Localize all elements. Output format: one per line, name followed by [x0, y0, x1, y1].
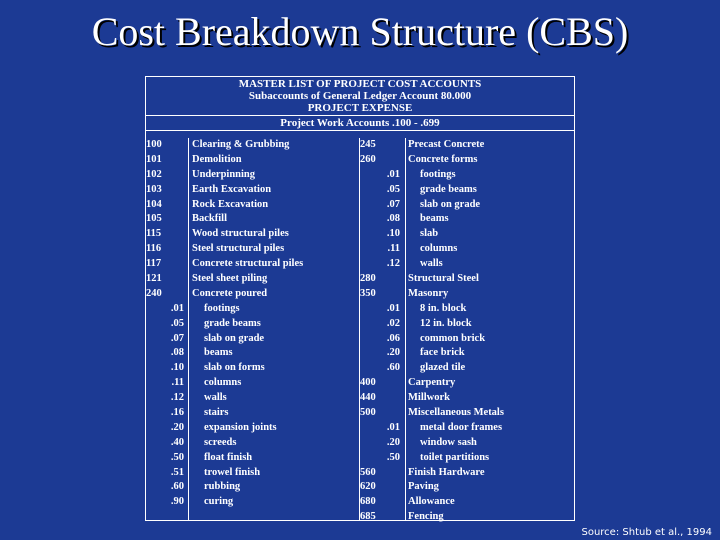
account-code: 100: [146, 139, 162, 150]
account-description: Steel structural piles: [192, 243, 285, 255]
account-code: .07: [170, 332, 184, 344]
account-description: stairs: [204, 407, 229, 419]
account-description: slab on grade: [420, 198, 481, 210]
account-code: .20: [170, 421, 184, 433]
account-code: .05: [170, 317, 184, 329]
account-code: 102: [146, 168, 162, 180]
account-description: columns: [204, 377, 242, 389]
account-description: Fencing: [408, 511, 444, 523]
account-code: 500: [360, 407, 376, 419]
account-description: Concrete poured: [192, 287, 268, 299]
account-code: 116: [146, 243, 162, 255]
account-code: 440: [360, 392, 376, 404]
account-code: 350: [360, 287, 376, 299]
account-code: 101: [146, 153, 162, 165]
account-description: float finish: [204, 451, 253, 463]
account-description: Clearing & Grubbing: [192, 139, 290, 150]
account-description: Wood structural piles: [192, 228, 289, 240]
account-code: 117: [146, 258, 162, 270]
account-description: walls: [420, 258, 443, 270]
account-description: columns: [420, 243, 458, 255]
account-description: Backfill: [192, 213, 228, 225]
account-code: .01: [386, 421, 400, 433]
account-description: slab on forms: [204, 362, 265, 374]
account-code: .08: [386, 213, 400, 225]
account-code: .01: [386, 302, 400, 314]
account-description: beams: [420, 213, 449, 225]
account-description: 8 in. block: [420, 302, 467, 314]
slide-title: Cost Breakdown Structure (CBS): [91, 9, 629, 54]
account-description: Precast Concrete: [408, 139, 485, 150]
account-code: 560: [360, 466, 376, 478]
table-header: [146, 77, 574, 116]
account-code: 105: [146, 213, 162, 225]
account-code: .10: [170, 362, 184, 374]
account-description: Steel sheet piling: [192, 273, 268, 285]
account-code: 620: [360, 481, 376, 493]
account-code: .50: [386, 451, 400, 463]
account-description: Demolition: [192, 153, 242, 165]
column-divider: [405, 138, 406, 520]
account-code: 680: [360, 496, 376, 508]
account-description: Allowance: [408, 496, 455, 508]
account-code: .90: [170, 496, 184, 508]
account-code: 685: [360, 511, 376, 523]
account-code: .20: [386, 347, 400, 359]
cost-accounts-table: [145, 76, 575, 521]
account-code: .12: [386, 258, 400, 270]
account-code: .02: [386, 317, 400, 329]
account-code: .06: [386, 332, 400, 344]
account-code: 103: [146, 183, 162, 195]
header-line-3: PROJECT EXPENSE: [307, 102, 413, 114]
account-code: 280: [360, 273, 376, 285]
account-description: Rock Excavation: [192, 198, 269, 210]
account-code: 104: [146, 198, 162, 210]
account-code: .11: [387, 243, 400, 255]
account-description: 12 in. block: [420, 317, 472, 329]
account-description: Underpinning: [192, 168, 256, 180]
account-description: trowel finish: [204, 466, 261, 478]
account-code: .11: [171, 377, 184, 389]
account-description: Structural Steel: [408, 273, 479, 285]
account-description: Concrete forms: [408, 153, 478, 165]
table-subheader: Project Work Accounts .100 - .699: [146, 116, 574, 131]
account-description: rubbing: [204, 481, 241, 493]
table-body: [146, 138, 574, 523]
account-description: Finish Hardware: [408, 466, 485, 478]
account-description: Concrete structural piles: [192, 258, 304, 270]
account-code: .05: [386, 183, 400, 195]
account-description: slab on grade: [204, 332, 265, 344]
account-code: .12: [170, 392, 184, 404]
account-description: expansion joints: [204, 421, 277, 433]
account-code: 121: [146, 273, 162, 285]
account-description: Miscellaneous Metals: [408, 407, 504, 419]
account-description: face brick: [420, 347, 465, 359]
account-description: grade beams: [204, 317, 261, 329]
account-description: curing: [204, 496, 234, 508]
account-code: .60: [170, 481, 184, 493]
account-code: .50: [170, 451, 184, 463]
account-description: footings: [420, 168, 456, 180]
account-code: .01: [170, 302, 184, 314]
account-code: .10: [386, 228, 400, 240]
account-description: screeds: [204, 436, 237, 448]
account-code: 400: [360, 377, 376, 389]
account-code: .07: [386, 198, 400, 210]
left-code-column: [146, 138, 184, 510]
header-line-2: Subaccounts of General Ledger Account 80.000: [248, 90, 472, 102]
account-code: .20: [386, 436, 400, 448]
left-description-column: [192, 138, 303, 510]
account-description: Masonry: [408, 287, 449, 299]
account-description: window sash: [420, 436, 477, 448]
account-description: Carpentry: [408, 377, 456, 389]
account-code: .51: [170, 466, 184, 478]
account-code: 115: [146, 228, 162, 240]
account-description: beams: [204, 347, 233, 359]
right-description-column: [408, 138, 504, 525]
account-description: walls: [204, 392, 227, 404]
account-code: .40: [170, 436, 184, 448]
account-description: Millwork: [408, 392, 450, 404]
account-code: 245: [360, 139, 376, 150]
account-code: 240: [146, 287, 162, 299]
account-code: .60: [386, 362, 400, 374]
right-code-column: [360, 138, 400, 525]
source-citation: Source: Shtub et al., 1994: [581, 527, 712, 538]
account-description: Paving: [408, 481, 439, 493]
account-code: .01: [386, 168, 400, 180]
account-description: grade beams: [420, 183, 477, 195]
column-divider: [188, 138, 189, 520]
account-code: 260: [360, 153, 376, 165]
account-description: common brick: [420, 332, 486, 344]
account-code: .16: [170, 407, 184, 419]
header-line-1: MASTER LIST OF PROJECT COST ACCOUNTS: [238, 78, 482, 90]
account-description: toilet partitions: [420, 451, 490, 463]
account-code: .08: [170, 347, 184, 359]
account-description: glazed tile: [420, 362, 466, 374]
account-description: slab: [420, 228, 439, 240]
account-description: metal door frames: [420, 421, 503, 433]
account-description: Earth Excavation: [192, 183, 272, 195]
account-description: footings: [204, 302, 240, 314]
